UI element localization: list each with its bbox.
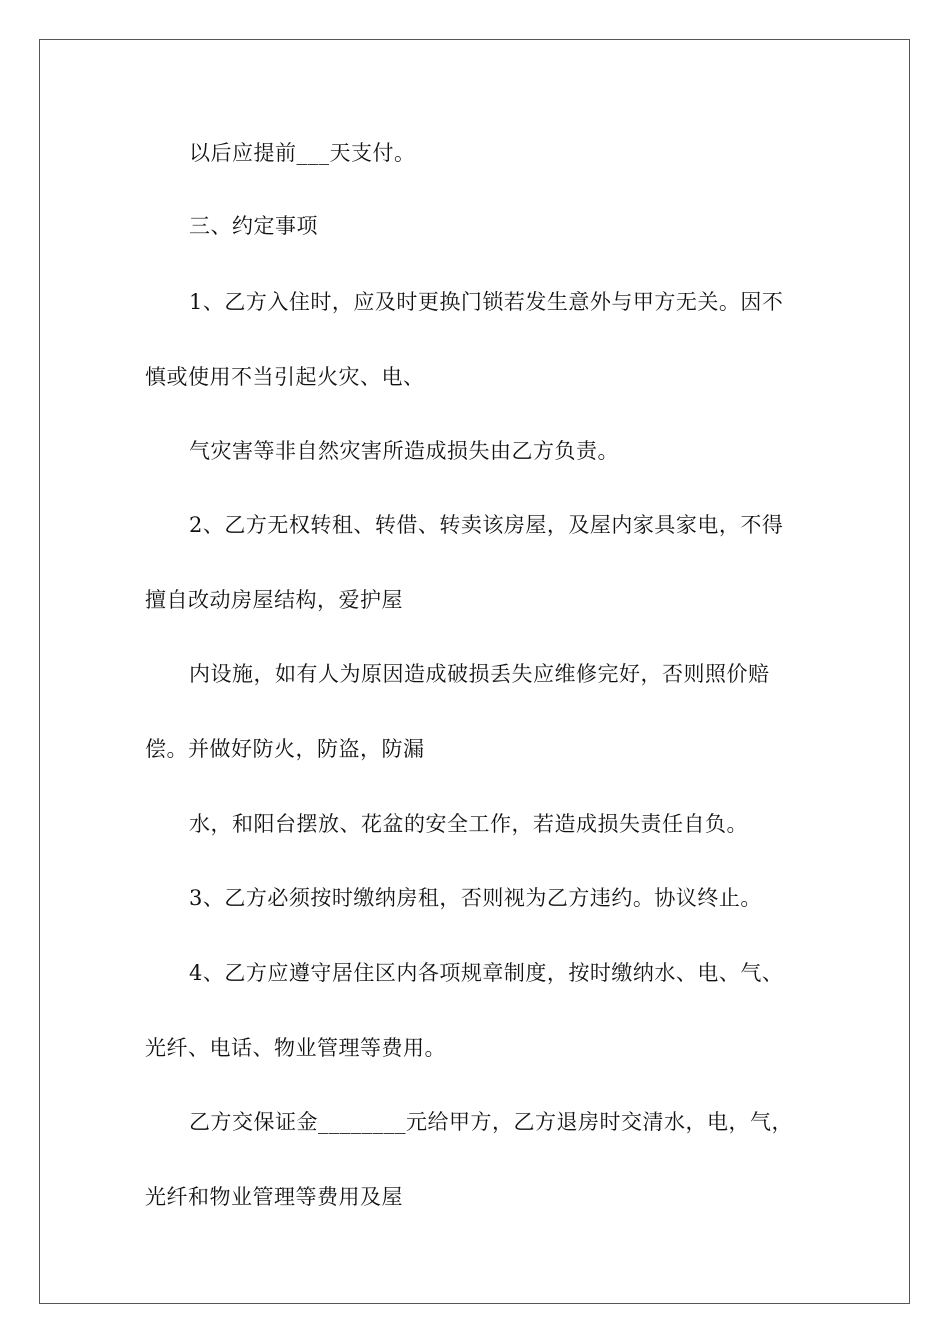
doc-line-14: 乙方交保证金________元给甲方，乙方退房时交清水，电，气， — [189, 1110, 793, 1134]
doc-line-7: 擅自改动房屋结构，爱护屋 — [145, 588, 403, 612]
doc-line-15: 光纤和物业管理等费用及屋 — [145, 1185, 403, 1209]
doc-line-8: 内设施，如有人为原因造成破损丢失应维修完好，否则照价赔 — [189, 662, 770, 686]
doc-line-4: 慎或使用不当引起火灾、电、 — [145, 365, 425, 389]
doc-line-9: 偿。并做好防火，防盗，防漏 — [145, 737, 425, 761]
doc-line-5: 气灾害等非自然灾害所造成损失由乙方负责。 — [189, 439, 619, 463]
doc-line-13: 光纤、电话、物业管理等费用。 — [145, 1036, 446, 1060]
doc-line-12: 4、乙方应遵守居住区内各项规章制度，按时缴纳水、电、气、 — [189, 961, 784, 985]
doc-line-1: 以后应提前___天支付。 — [189, 141, 416, 165]
doc-line-10: 水，和阳台摆放、花盆的安全工作，若造成损失责任自负。 — [189, 812, 748, 836]
doc-line-11: 3、乙方必须按时缴纳房租，否则视为乙方违约。协议终止。 — [189, 886, 762, 910]
doc-line-6: 2、乙方无权转租、转借、转卖该房屋，及屋内家具家电，不得 — [189, 513, 784, 537]
doc-line-3: 1、乙方入住时，应及时更换门锁若发生意外与甲方无关。因不 — [189, 290, 784, 314]
section-heading: 三、约定事项 — [189, 214, 318, 238]
